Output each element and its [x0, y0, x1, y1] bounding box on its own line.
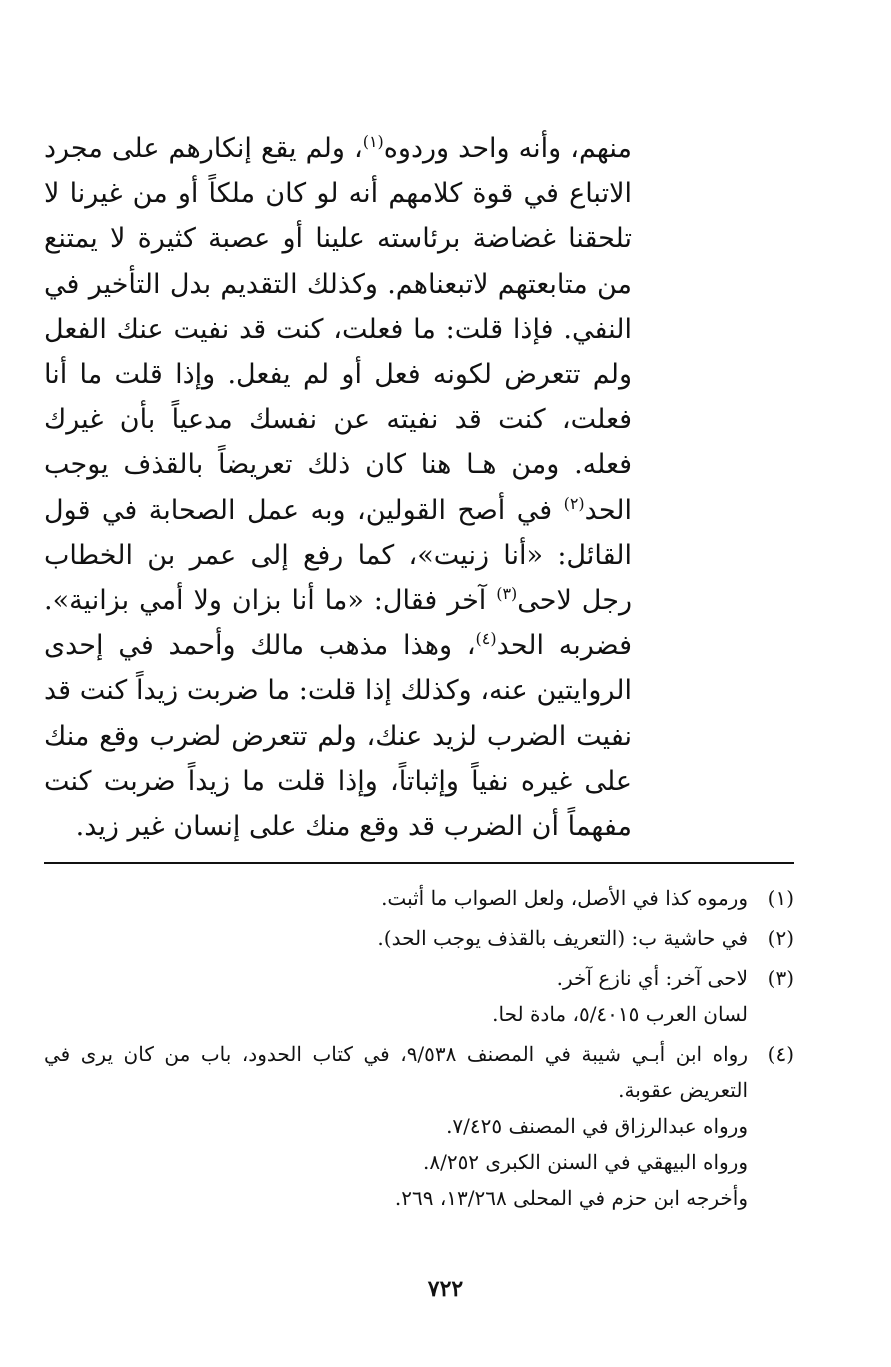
text-segment: ، ولم يقع إنكارهم على مجرد الاتباع في قوة كلامهم أنه لو كان ملكاً أو من غيرنا لا تلحقنا غضاضة برئاسته علينا أو عصبة كثيرة لا يمتنع من متابعتهم لاتبعناهم. وكذلك التقديم بدل التأخير في النفي. فإذا قلت: ما فعلت، كنت قد نفيت عنك الفعل ولم تتعرض لكونه فعل أو لم يفعل. وإذا قلت ما أنا فعلت، كنت قد نفيته عن نفسك مدعياً بأن غيرك فعله. ومن هـا هنا كان ذلك تعريضاً بالقذف يوجب الحد — [44, 133, 632, 526]
main-text-block — [44, 126, 632, 849]
footnotes-section — [44, 880, 794, 1220]
footnote-line: ورموه كذا في الأصل، ولعل الصواب ما أثبت. — [381, 886, 748, 910]
footnote-body — [44, 920, 748, 956]
footnote-4 — [44, 1036, 794, 1216]
footnote-line: لسان العرب ٥/٤٠١٥، مادة لحا. — [492, 1002, 748, 1026]
text-segment: في أصح القولين، وبه عمل الصحابة في قول القائل: «أنا زنيت»، كما رفع إلى عمر بن الخطاب رجل لاحى — [44, 494, 632, 617]
footnote-body — [44, 880, 748, 916]
footnote-line: وأخرجه ابن حزم في المحلى ١٣/٢٦٨، ٢٦٩. — [394, 1186, 748, 1210]
footnote-separator — [44, 862, 794, 864]
footnote-line: ورواه عبدالرزاق في المصنف ٧/٤٢٥. — [446, 1114, 748, 1138]
footnote-line: لاحى آخر: أي نازع آخر. — [556, 966, 748, 990]
footnote-3 — [44, 960, 794, 1032]
text-segment: آخر فقال: «ما أنا بزان ولا أمي بزانية». فضربه الحد — [44, 585, 632, 662]
footnote-marker: (٣) — [496, 584, 518, 604]
page-number: ٧٢٢ — [427, 1276, 464, 1302]
text-segment: منهم، وأنه واحد وردوه — [383, 133, 632, 164]
footnote-marker: (٢) — [563, 493, 585, 513]
text-segment: ، وهذا مذهب مالك وأحمد في إحدى الروايتين عنه، وكذلك إذا قلت: ما ضربت زيداً كنت قد نفيت الضرب لزيد عنك، ولم تتعرض لضرب وقع منك على غيره نفياً وإثباتاً، وإذا قلت ما زيداً ضربت كنت مفهماً أن الضرب قد وقع منك على إنسان غير زيد. — [44, 630, 632, 843]
footnote-body — [44, 960, 748, 1032]
main-paragraph — [44, 126, 632, 849]
footnote-line: في حاشية ب: (التعريف بالقذف يوجب الحد). — [377, 926, 748, 950]
footnote-line: رواه ابن أبـي شيبة في المصنف ٩/٥٣٨، في كتاب الحدود، باب من كان يرى في التعريض عقوبة. — [44, 1042, 748, 1102]
footnote-marker: (٤) — [475, 629, 497, 649]
footnote-1 — [44, 880, 794, 916]
footnote-body — [44, 1036, 748, 1216]
footnote-number: (٤) — [767, 1042, 794, 1066]
footnote-line: ورواه البيهقي في السنن الكبرى ٨/٢٥٢. — [422, 1150, 748, 1174]
footnote-number: (١) — [767, 886, 794, 910]
footnote-number: (٢) — [767, 926, 794, 950]
footnote-2 — [44, 920, 794, 956]
footnote-marker: (١) — [362, 132, 384, 151]
footnote-number: (٣) — [767, 966, 794, 990]
